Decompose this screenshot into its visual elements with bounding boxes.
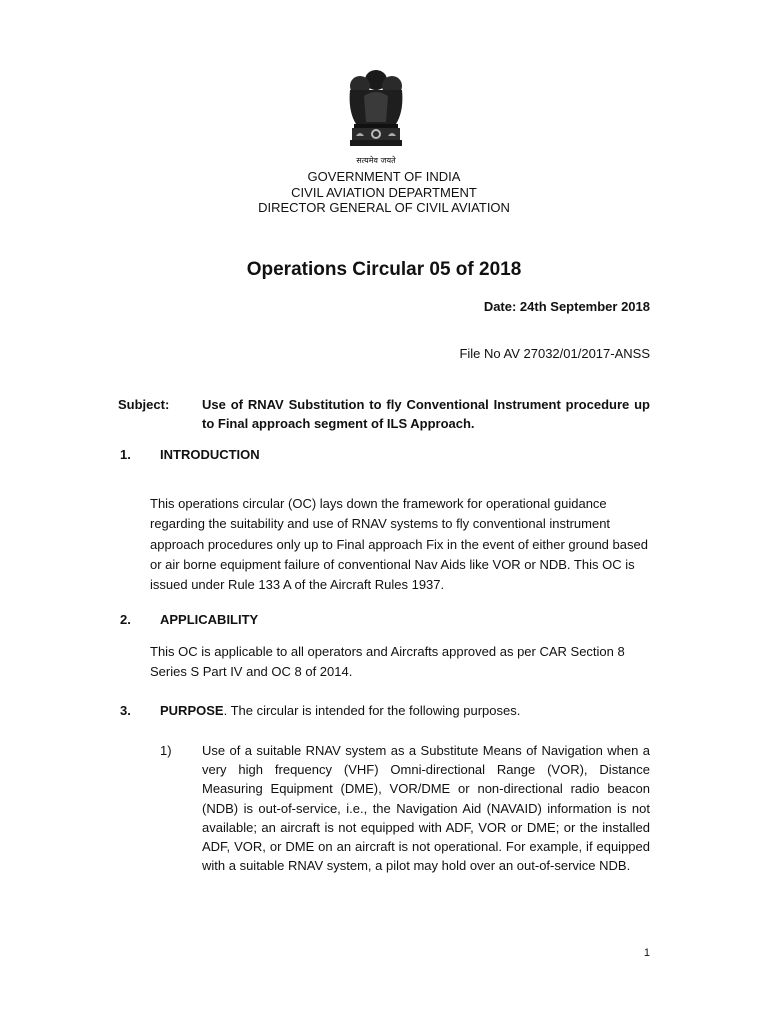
section-number: 1. (120, 447, 131, 462)
file-number: File No AV 27032/01/2017-ANSS (459, 346, 650, 361)
section-number: 2. (120, 612, 131, 627)
section-heading-introduction: INTRODUCTION (160, 447, 260, 462)
page-number: 1 (643, 947, 650, 959)
header-line-department: CIVIL AVIATION DEPARTMENT (291, 184, 477, 200)
section-heading-purpose: PURPOSE (160, 703, 224, 718)
circular-title: Operations Circular 05 of 2018 (246, 259, 522, 280)
emblem-motto: सत्यमेव जयते (356, 156, 396, 165)
circular-date: Date: 24th September 2018 (483, 299, 650, 314)
section-body-applicability: This OC is applicable to all operators and Aircrafts approved as per CAR Section 8 Series S Part IV and OC 8 of 2014. (150, 644, 625, 680)
section-heading-applicability: APPLICABILITY (160, 612, 259, 627)
header-line-government: GOVERNMENT OF INDIA (307, 169, 461, 184)
subject-text: Use of RNAV Substitution to fly Conventional Instrument procedure up to Final approach segment of ILS Approach. (202, 397, 650, 431)
purpose-item-number: 1) (160, 743, 172, 758)
national-emblem-icon (340, 66, 412, 168)
section-number: 3. (120, 703, 131, 718)
section-purpose-line (160, 702, 520, 720)
section-body-introduction: This operations circular (OC) lays down the framework for operational guidance regarding the suitability and use of RNAV systems to fly conventional instrument approach procedures only up to Final approach Fix in the event of either ground based or air borne equipment failure of conventional Nav Aids like VOR or NDB. This OC is issued under Rule 133 A of the Aircraft Rules 1937. (150, 496, 648, 593)
subject-label: Subject: (118, 397, 170, 412)
header-line-directorate: DIRECTOR GENERAL OF CIVIL AVIATION (258, 200, 510, 215)
issuing-authority (0, 169, 768, 216)
section-body-purpose: . The circular is intended for the following purposes. (223, 703, 521, 718)
purpose-item-text: Use of a suitable RNAV system as a Substitute Means of Navigation when a very high frequency (VHF) Omni-directional Range (VOR), Distance Measuring Equipment (DME), VOR/DME or non-directional radio beacon (NDB) is out-of-service, i.e., the Navigation Aid (NAVAID) information is not available; an aircraft is not equipped with ADF, VOR or DME; or the installed ADF, VOR, or DME on an aircraft is not operational. For example, if equipped with a suitable RNAV system, a pilot may hold over an out-of-service NDB. (202, 743, 650, 874)
